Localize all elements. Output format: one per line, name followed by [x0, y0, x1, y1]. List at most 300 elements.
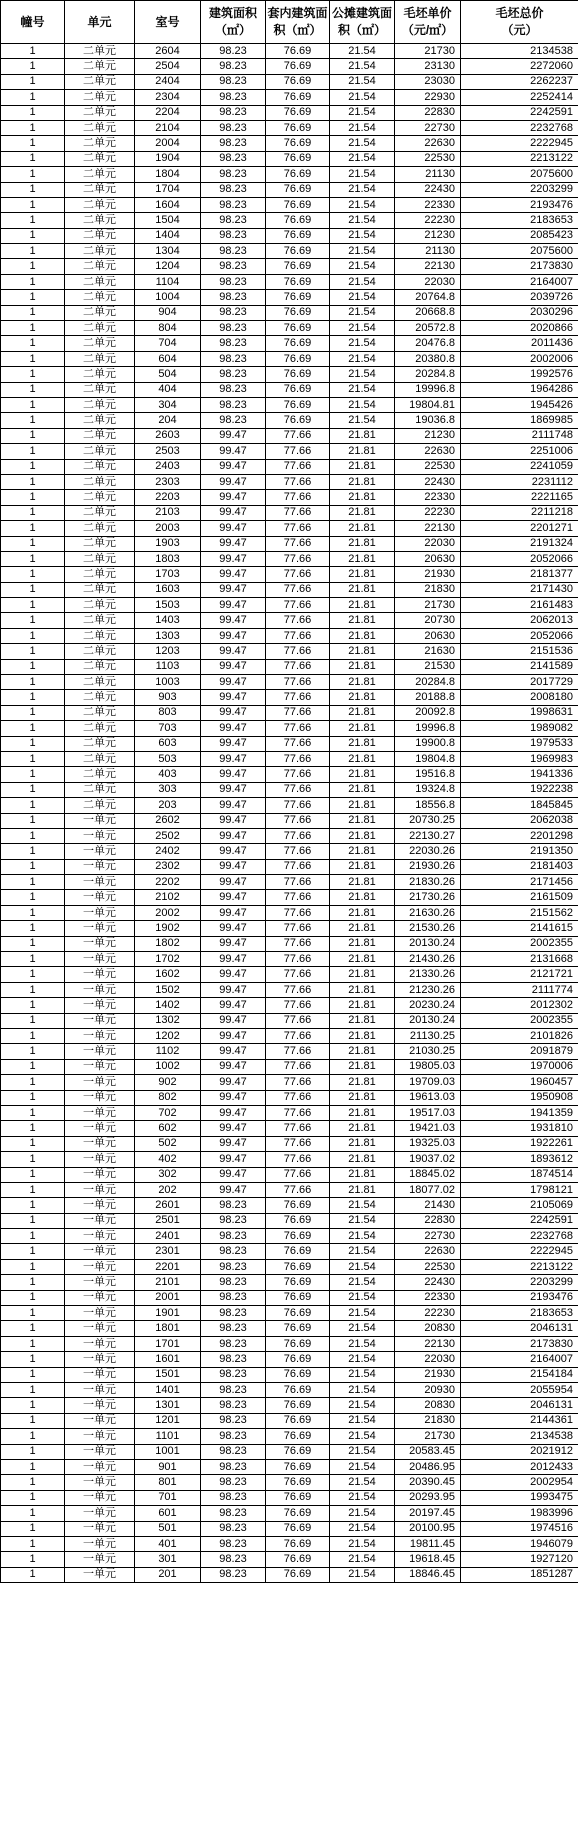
unit-price-cell: 19037.02 [395, 1152, 461, 1167]
room-cell: 1004 [135, 290, 201, 305]
unit-price-cell: 20284.8 [395, 675, 461, 690]
room-cell: 1804 [135, 167, 201, 182]
total-price-cell: 1851287 [461, 1567, 578, 1582]
gross-area-cell: 99.47 [201, 1136, 266, 1151]
unit-cell: 一单元 [65, 1552, 135, 1567]
gross-area-cell: 98.23 [201, 259, 266, 274]
total-price-cell: 1945426 [461, 397, 578, 412]
room-cell: 1801 [135, 1321, 201, 1336]
building-cell: 1 [1, 228, 65, 243]
room-cell: 1501 [135, 1367, 201, 1382]
unit-price-cell: 20830 [395, 1398, 461, 1413]
unit-cell: 一单元 [65, 1367, 135, 1382]
internal-area-cell: 76.69 [266, 290, 330, 305]
gross-area-cell: 99.47 [201, 921, 266, 936]
unit-price-cell: 22330 [395, 1290, 461, 1305]
total-price-cell: 2222945 [461, 1244, 578, 1259]
building-cell: 1 [1, 351, 65, 366]
table-row [1, 536, 578, 551]
table-row [1, 859, 578, 874]
room-cell: 2403 [135, 459, 201, 474]
room-cell: 1301 [135, 1398, 201, 1413]
room-cell: 1504 [135, 213, 201, 228]
unit-cell: 二单元 [65, 336, 135, 351]
shared-area-cell: 21.54 [330, 1506, 395, 1521]
internal-area-cell: 77.66 [266, 1182, 330, 1197]
unit-price-cell: 20130.24 [395, 1013, 461, 1028]
header-cell-unit-price [395, 1, 461, 44]
unit-cell: 一单元 [65, 1167, 135, 1182]
internal-area-cell: 76.69 [266, 59, 330, 74]
building-cell: 1 [1, 1044, 65, 1059]
unit-cell: 二单元 [65, 751, 135, 766]
total-price-cell: 2002355 [461, 936, 578, 951]
total-price-cell: 1970006 [461, 1059, 578, 1074]
room-cell: 2304 [135, 90, 201, 105]
table-row [1, 1506, 578, 1521]
total-price-cell: 2046131 [461, 1321, 578, 1336]
gross-area-cell: 99.47 [201, 490, 266, 505]
room-cell: 2402 [135, 844, 201, 859]
internal-area-cell: 76.69 [266, 1429, 330, 1444]
internal-area-cell: 76.69 [266, 321, 330, 336]
internal-area-cell: 77.66 [266, 721, 330, 736]
unit-price-cell: 18846.45 [395, 1567, 461, 1582]
building-cell: 1 [1, 875, 65, 890]
internal-area-cell: 77.66 [266, 998, 330, 1013]
gross-area-cell: 98.23 [201, 182, 266, 197]
unit-price-cell: 22730 [395, 120, 461, 135]
gross-area-cell: 99.47 [201, 736, 266, 751]
table-row [1, 1490, 578, 1505]
unit-cell: 一单元 [65, 982, 135, 997]
unit-cell: 一单元 [65, 998, 135, 1013]
total-price-cell: 1893612 [461, 1152, 578, 1167]
unit-price-cell: 22230 [395, 213, 461, 228]
internal-area-cell: 76.69 [266, 1244, 330, 1259]
room-cell: 1403 [135, 613, 201, 628]
total-price-cell: 2085423 [461, 228, 578, 243]
gross-area-cell: 98.23 [201, 1536, 266, 1551]
room-cell: 2601 [135, 1198, 201, 1213]
table-row [1, 1090, 578, 1105]
internal-area-cell: 77.66 [266, 1121, 330, 1136]
shared-area-cell: 21.54 [330, 397, 395, 412]
unit-price-cell: 22530 [395, 151, 461, 166]
building-cell: 1 [1, 998, 65, 1013]
total-price-cell: 2008180 [461, 690, 578, 705]
shared-area-cell: 21.54 [330, 1198, 395, 1213]
shared-area-cell: 21.81 [330, 982, 395, 997]
gross-area-cell: 98.23 [201, 1567, 266, 1582]
room-cell: 1803 [135, 551, 201, 566]
total-price-cell: 2183653 [461, 1306, 578, 1321]
building-cell: 1 [1, 598, 65, 613]
building-cell: 1 [1, 367, 65, 382]
room-cell: 1402 [135, 998, 201, 1013]
total-price-cell: 1798121 [461, 1182, 578, 1197]
unit-price-cell: 20188.8 [395, 690, 461, 705]
total-price-cell: 2141615 [461, 921, 578, 936]
gross-area-cell: 98.23 [201, 228, 266, 243]
shared-area-cell: 21.81 [330, 905, 395, 920]
gross-area-cell: 98.23 [201, 1413, 266, 1428]
unit-price-cell: 19900.8 [395, 736, 461, 751]
gross-area-cell: 99.47 [201, 859, 266, 874]
internal-area-cell: 77.66 [266, 675, 330, 690]
unit-price-cell: 21530 [395, 659, 461, 674]
building-cell: 1 [1, 1413, 65, 1428]
unit-price-cell: 19996.8 [395, 721, 461, 736]
unit-price-cell: 22530 [395, 459, 461, 474]
table-row [1, 228, 578, 243]
unit-price-cell: 21330.26 [395, 967, 461, 982]
shared-area-cell: 21.81 [330, 490, 395, 505]
room-cell: 1202 [135, 1029, 201, 1044]
unit-price-cell: 19805.03 [395, 1059, 461, 1074]
shared-area-cell: 21.54 [330, 1413, 395, 1428]
room-cell: 1704 [135, 182, 201, 197]
unit-price-cell: 19804.81 [395, 397, 461, 412]
gross-area-cell: 98.23 [201, 105, 266, 120]
total-price-cell: 2161509 [461, 890, 578, 905]
shared-area-cell: 21.81 [330, 1136, 395, 1151]
building-cell: 1 [1, 1336, 65, 1351]
unit-price-cell: 22930 [395, 90, 461, 105]
building-cell: 1 [1, 1090, 65, 1105]
table-row [1, 905, 578, 920]
unit-price-cell: 22530 [395, 1259, 461, 1274]
internal-area-cell: 76.69 [266, 228, 330, 243]
internal-area-cell: 77.66 [266, 1105, 330, 1120]
gross-area-cell: 98.23 [201, 197, 266, 212]
gross-area-cell: 98.23 [201, 397, 266, 412]
unit-price-cell: 22130 [395, 259, 461, 274]
internal-area-cell: 76.69 [266, 1290, 330, 1305]
room-cell: 2303 [135, 474, 201, 489]
table-row [1, 1459, 578, 1474]
unit-cell: 二单元 [65, 351, 135, 366]
shared-area-cell: 21.54 [330, 1259, 395, 1274]
unit-cell: 二单元 [65, 628, 135, 643]
total-price-cell: 1998631 [461, 705, 578, 720]
unit-price-cell: 21930 [395, 567, 461, 582]
internal-area-cell: 77.66 [266, 505, 330, 520]
unit-price-cell: 22830 [395, 1213, 461, 1228]
internal-area-cell: 77.66 [266, 982, 330, 997]
shared-area-cell: 21.54 [330, 1567, 395, 1582]
gross-area-cell: 99.47 [201, 521, 266, 536]
internal-area-cell: 77.66 [266, 644, 330, 659]
unit-cell: 一单元 [65, 1013, 135, 1028]
unit-cell: 二单元 [65, 551, 135, 566]
shared-area-cell: 21.81 [330, 844, 395, 859]
shared-area-cell: 21.81 [330, 536, 395, 551]
building-cell: 1 [1, 1059, 65, 1074]
room-cell: 501 [135, 1521, 201, 1536]
unit-price-cell: 21930.26 [395, 859, 461, 874]
unit-cell: 一单元 [65, 1090, 135, 1105]
room-cell: 2502 [135, 828, 201, 843]
gross-area-cell: 99.47 [201, 1090, 266, 1105]
room-cell: 1303 [135, 628, 201, 643]
shared-area-cell: 21.54 [330, 1213, 395, 1228]
total-price-cell: 1922238 [461, 782, 578, 797]
gross-area-cell: 99.47 [201, 1152, 266, 1167]
room-cell: 2001 [135, 1290, 201, 1305]
internal-area-cell: 76.69 [266, 1352, 330, 1367]
shared-area-cell: 21.54 [330, 136, 395, 151]
internal-area-cell: 77.66 [266, 828, 330, 843]
unit-cell: 一单元 [65, 1444, 135, 1459]
gross-area-cell: 98.23 [201, 351, 266, 366]
building-cell: 1 [1, 74, 65, 89]
unit-cell: 一单元 [65, 1075, 135, 1090]
table-row [1, 474, 578, 489]
total-price-cell: 2241059 [461, 459, 578, 474]
table-row [1, 274, 578, 289]
gross-area-cell: 99.47 [201, 536, 266, 551]
room-cell: 202 [135, 1182, 201, 1197]
total-price-cell: 1983996 [461, 1506, 578, 1521]
unit-price-cell: 20764.8 [395, 290, 461, 305]
internal-area-cell: 76.69 [266, 1567, 330, 1582]
unit-cell: 一单元 [65, 1029, 135, 1044]
shared-area-cell: 21.81 [330, 582, 395, 597]
building-cell: 1 [1, 1398, 65, 1413]
shared-area-cell: 21.81 [330, 798, 395, 813]
room-cell: 1701 [135, 1336, 201, 1351]
table-row [1, 936, 578, 951]
internal-area-cell: 76.69 [266, 1198, 330, 1213]
unit-cell: 二单元 [65, 274, 135, 289]
unit-cell: 二单元 [65, 705, 135, 720]
table-row [1, 690, 578, 705]
unit-price-cell: 20830 [395, 1321, 461, 1336]
shared-area-cell: 21.54 [330, 367, 395, 382]
total-price-cell: 2222945 [461, 136, 578, 151]
unit-price-cell: 21430.26 [395, 952, 461, 967]
shared-area-cell: 21.54 [330, 1290, 395, 1305]
table-row [1, 721, 578, 736]
internal-area-cell: 76.69 [266, 397, 330, 412]
total-price-cell: 2164007 [461, 1352, 578, 1367]
total-price-cell: 2012302 [461, 998, 578, 1013]
gross-area-cell: 99.47 [201, 613, 266, 628]
internal-area-cell: 76.69 [266, 213, 330, 228]
total-price-cell: 2151536 [461, 644, 578, 659]
building-cell: 1 [1, 90, 65, 105]
unit-cell: 二单元 [65, 382, 135, 397]
total-price-cell: 2020866 [461, 321, 578, 336]
total-price-cell: 1946079 [461, 1536, 578, 1551]
unit-cell: 一单元 [65, 1136, 135, 1151]
room-cell: 603 [135, 736, 201, 751]
total-price-cell: 2101826 [461, 1029, 578, 1044]
shared-area-cell: 21.54 [330, 259, 395, 274]
table-row [1, 213, 578, 228]
unit-cell: 二单元 [65, 305, 135, 320]
shared-area-cell: 21.54 [330, 44, 395, 59]
total-price-cell: 2002954 [461, 1475, 578, 1490]
gross-area-cell: 99.47 [201, 551, 266, 566]
gross-area-cell: 99.47 [201, 675, 266, 690]
shared-area-cell: 21.81 [330, 459, 395, 474]
unit-cell: 一单元 [65, 1213, 135, 1228]
unit-cell: 二单元 [65, 74, 135, 89]
internal-area-cell: 77.66 [266, 967, 330, 982]
unit-price-cell: 22630 [395, 1244, 461, 1259]
gross-area-cell: 99.47 [201, 905, 266, 920]
shared-area-cell: 21.54 [330, 1352, 395, 1367]
table-row [1, 105, 578, 120]
unit-price-cell: 22030 [395, 1352, 461, 1367]
unit-price-cell: 19618.45 [395, 1552, 461, 1567]
internal-area-cell: 76.69 [266, 1536, 330, 1551]
shared-area-cell: 21.81 [330, 1090, 395, 1105]
total-price-cell: 1941359 [461, 1105, 578, 1120]
total-price-cell: 2075600 [461, 167, 578, 182]
room-cell: 504 [135, 367, 201, 382]
table-row [1, 921, 578, 936]
total-price-cell: 1869985 [461, 413, 578, 428]
gross-area-cell: 99.47 [201, 1167, 266, 1182]
internal-area-cell: 76.69 [266, 1521, 330, 1536]
internal-area-cell: 77.66 [266, 490, 330, 505]
total-price-cell: 2193476 [461, 1290, 578, 1305]
shared-area-cell: 21.81 [330, 751, 395, 766]
header-cell-unit [65, 1, 135, 44]
shared-area-cell: 21.54 [330, 197, 395, 212]
gross-area-cell: 98.23 [201, 274, 266, 289]
room-cell: 1001 [135, 1444, 201, 1459]
total-price-cell: 2111774 [461, 982, 578, 997]
table-row [1, 828, 578, 843]
table-row [1, 321, 578, 336]
table-row [1, 1029, 578, 1044]
total-price-cell: 2272060 [461, 59, 578, 74]
table-row [1, 1475, 578, 1490]
table-row [1, 1275, 578, 1290]
header-text: 毛坯单价 [403, 6, 452, 20]
gross-area-cell: 98.23 [201, 1198, 266, 1213]
shared-area-cell: 21.81 [330, 444, 395, 459]
unit-cell: 一单元 [65, 1306, 135, 1321]
unit-price-cell: 19613.03 [395, 1090, 461, 1105]
unit-cell: 一单元 [65, 1229, 135, 1244]
shared-area-cell: 21.54 [330, 1475, 395, 1490]
table-row [1, 567, 578, 582]
gross-area-cell: 99.47 [201, 1121, 266, 1136]
internal-area-cell: 76.69 [266, 336, 330, 351]
table-row [1, 1413, 578, 1428]
building-cell: 1 [1, 1290, 65, 1305]
unit-price-cell: 20930 [395, 1382, 461, 1397]
gross-area-cell: 99.47 [201, 875, 266, 890]
table-row [1, 197, 578, 212]
table-row [1, 1321, 578, 1336]
total-price-cell: 2183653 [461, 213, 578, 228]
gross-area-cell: 99.47 [201, 1044, 266, 1059]
total-price-cell: 2173830 [461, 259, 578, 274]
total-price-cell: 2002355 [461, 1013, 578, 1028]
shared-area-cell: 21.54 [330, 351, 395, 366]
internal-area-cell: 77.66 [266, 875, 330, 890]
table-row [1, 875, 578, 890]
shared-area-cell: 21.54 [330, 228, 395, 243]
table-row [1, 1182, 578, 1197]
unit-price-cell: 22330 [395, 490, 461, 505]
building-cell: 1 [1, 905, 65, 920]
gross-area-cell: 98.23 [201, 1398, 266, 1413]
internal-area-cell: 77.66 [266, 536, 330, 551]
total-price-cell: 1969983 [461, 751, 578, 766]
room-cell: 2003 [135, 521, 201, 536]
gross-area-cell: 98.23 [201, 44, 266, 59]
shared-area-cell: 21.81 [330, 1182, 395, 1197]
total-price-cell: 2075600 [461, 244, 578, 259]
building-cell: 1 [1, 659, 65, 674]
room-cell: 502 [135, 1136, 201, 1151]
gross-area-cell: 98.23 [201, 1259, 266, 1274]
room-cell: 403 [135, 767, 201, 782]
shared-area-cell: 21.54 [330, 1244, 395, 1259]
unit-price-cell: 21730 [395, 44, 461, 59]
unit-price-cell: 21030.25 [395, 1044, 461, 1059]
internal-area-cell: 76.69 [266, 1459, 330, 1474]
internal-area-cell: 77.66 [266, 936, 330, 951]
shared-area-cell: 21.81 [330, 828, 395, 843]
gross-area-cell: 99.47 [201, 890, 266, 905]
building-cell: 1 [1, 582, 65, 597]
building-cell: 1 [1, 890, 65, 905]
room-cell: 2102 [135, 890, 201, 905]
unit-price-cell: 18556.8 [395, 798, 461, 813]
unit-cell: 一单元 [65, 921, 135, 936]
shared-area-cell: 21.81 [330, 705, 395, 720]
internal-area-cell: 77.66 [266, 751, 330, 766]
room-cell: 1903 [135, 536, 201, 551]
internal-area-cell: 76.69 [266, 197, 330, 212]
shared-area-cell: 21.81 [330, 690, 395, 705]
header-cell-total-price [461, 1, 578, 44]
unit-price-cell: 20476.8 [395, 336, 461, 351]
internal-area-cell: 76.69 [266, 1475, 330, 1490]
total-price-cell: 2161483 [461, 598, 578, 613]
internal-area-cell: 76.69 [266, 413, 330, 428]
shared-area-cell: 21.54 [330, 59, 395, 74]
gross-area-cell: 99.47 [201, 798, 266, 813]
room-cell: 404 [135, 382, 201, 397]
gross-area-cell: 99.47 [201, 813, 266, 828]
total-price-cell: 2121721 [461, 967, 578, 982]
table-row [1, 551, 578, 566]
unit-price-cell: 21830 [395, 582, 461, 597]
room-cell: 804 [135, 321, 201, 336]
unit-cell: 二单元 [65, 459, 135, 474]
total-price-cell: 1941336 [461, 767, 578, 782]
table-row [1, 1244, 578, 1259]
unit-price-cell: 21130.25 [395, 1029, 461, 1044]
total-price-cell: 2030296 [461, 305, 578, 320]
table-row [1, 459, 578, 474]
unit-cell: 一单元 [65, 1429, 135, 1444]
internal-area-cell: 77.66 [266, 598, 330, 613]
building-cell: 1 [1, 259, 65, 274]
unit-price-cell: 18845.02 [395, 1167, 461, 1182]
unit-price-cell: 22630 [395, 444, 461, 459]
gross-area-cell: 99.47 [201, 828, 266, 843]
